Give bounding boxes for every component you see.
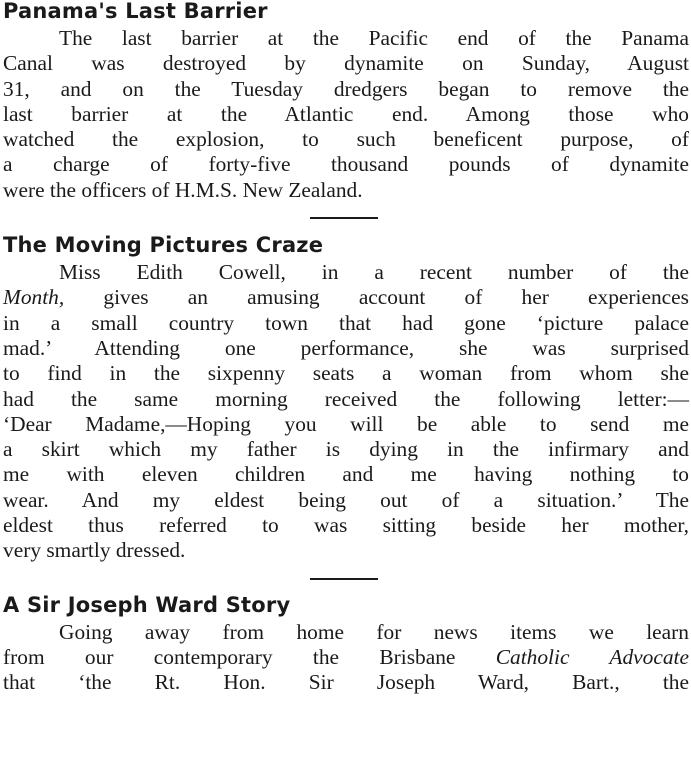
text-line <box>3 645 689 670</box>
text-line: mad.’ Attending one performance, she was surprised <box>3 335 689 360</box>
text-line: in a small country town that had gone ‘picture palace <box>3 310 689 335</box>
article-moving-pictures <box>3 232 689 564</box>
article-body <box>3 26 689 203</box>
newspaper-column <box>3 0 689 696</box>
text-line: a charge of forty-five thousand pounds of dynamite <box>3 152 689 177</box>
article-body <box>3 260 689 564</box>
article-panama <box>3 0 689 203</box>
publication-name: Month, <box>3 285 65 310</box>
text-line: last barrier at the Atlantic end. Among those who <box>3 101 689 126</box>
article-heading: A Sir Joseph Ward Story <box>3 592 291 617</box>
article-heading: Panama's Last Barrier <box>3 0 268 23</box>
text-line: eldest thus referred to was sitting beside her mother, <box>3 513 689 538</box>
article-body <box>3 620 689 696</box>
publication-name: Catholic Advocate <box>495 644 689 669</box>
text-line: Canal was destroyed by dynamite on Sunday, August <box>3 51 689 76</box>
text-line: very smartly dressed. <box>3 538 186 563</box>
text-line: that ‘the Rt. Hon. Sir Joseph Ward, Bart., the <box>3 670 689 695</box>
section-divider <box>310 217 378 219</box>
text-line: ‘Dear Madame,—Hoping you will be able to send me <box>3 411 689 436</box>
text-line: 31, and on the Tuesday dredgers began to remove the <box>3 76 689 101</box>
text-line: The last barrier at the Pacific end of the Panama <box>59 26 689 50</box>
text-fragment: gives an amusing account of her experiences <box>103 285 689 310</box>
text-line: a skirt which my father is dying in the infirmary and <box>3 437 689 462</box>
text-line: were the officers of H.M.S. New Zealand. <box>3 177 363 202</box>
text-line: watched the explosion, to such beneficent purpose, of <box>3 127 689 152</box>
article-joseph-ward <box>3 592 689 696</box>
section-divider <box>310 578 378 580</box>
text-line <box>3 285 689 310</box>
text-line: to find in the sixpenny seats a woman from whom she <box>3 361 689 386</box>
text-line: Going away from home for news items we learn <box>59 619 689 644</box>
text-fragment: from our contemporary the Brisbane <box>3 644 456 669</box>
text-line: had the same morning received the following letter:— <box>3 386 689 411</box>
text-line: Miss Edith Cowell, in a recent number of the <box>59 260 689 285</box>
text-line: wear. And my eldest being out of a situation.’ The <box>3 487 689 512</box>
text-line: me with eleven children and me having nothing to <box>3 462 689 487</box>
article-heading: The Moving Pictures Craze <box>3 233 324 258</box>
